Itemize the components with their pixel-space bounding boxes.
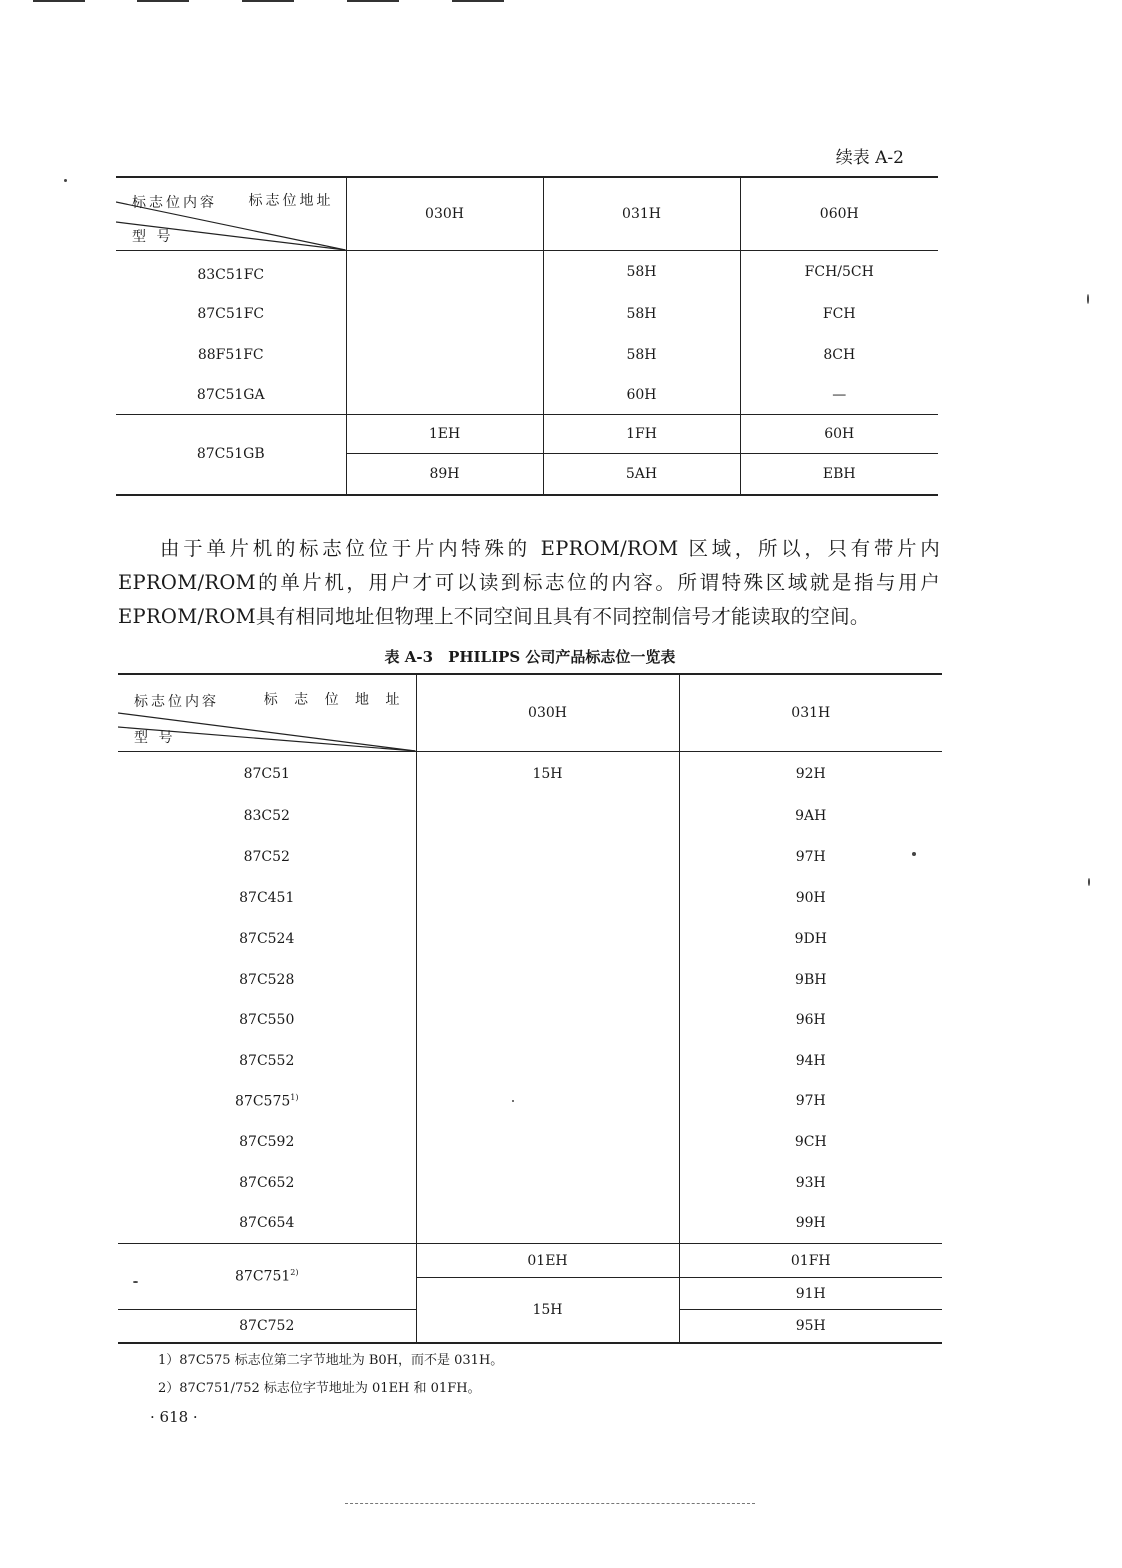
value-cell: 89H: [346, 454, 543, 495]
value-cell: 99H: [679, 1204, 942, 1244]
value-cell: 5AH: [543, 454, 740, 495]
table-row: [116, 294, 938, 335]
table-a2: [116, 176, 938, 496]
scan-speck: [1088, 878, 1090, 886]
header-model-label: 型 号: [132, 229, 174, 245]
value-cell: 58H: [543, 294, 740, 335]
table-row: [118, 1081, 942, 1122]
model-cell: 87C752: [118, 1310, 416, 1343]
body-paragraph: [118, 532, 940, 634]
scan-speck: [64, 179, 67, 182]
value-cell: [416, 1000, 679, 1041]
table-row: [116, 415, 938, 454]
table-row: [118, 878, 942, 919]
value-cell: [416, 796, 679, 837]
footnote-marker: 2): [290, 1268, 299, 1278]
column-header: 031H: [679, 674, 942, 752]
header-addr-label: 标 志 位 地 址: [263, 692, 406, 708]
value-cell: FCH: [740, 294, 938, 335]
model-cell: 83C51FC: [197, 267, 265, 284]
model-cell: 88F51FC: [197, 347, 264, 363]
scan-speck: [912, 852, 916, 856]
model-text: 87C751: [235, 1268, 291, 1285]
value-cell: 1EH: [346, 415, 543, 454]
table-row: [116, 376, 938, 415]
value-cell: 58H: [543, 251, 740, 294]
value-cell: [346, 335, 543, 376]
model-cell: 87C528: [239, 971, 295, 988]
table-row: [118, 1041, 942, 1081]
value-cell: [416, 1041, 679, 1081]
value-cell: [416, 1081, 679, 1122]
table-row: [118, 1163, 942, 1204]
value-cell: 8CH: [740, 335, 938, 376]
header-addr-label: 标志位地址: [248, 193, 334, 209]
continuation-label: 续表 A-2: [835, 148, 904, 168]
value-cell: 9DH: [679, 919, 942, 960]
value-cell: [416, 1163, 679, 1204]
value-cell: [346, 294, 543, 335]
value-cell: 01FH: [679, 1244, 942, 1278]
column-header: 060H: [740, 177, 938, 251]
model-cell: [118, 1081, 416, 1122]
model-cell: 87C51GB: [116, 415, 346, 495]
value-cell: —: [740, 376, 938, 415]
value-cell: [416, 919, 679, 960]
table-row: [116, 251, 938, 294]
model-cell: 87C51FC: [197, 306, 265, 322]
value-cell: 92H: [679, 752, 942, 796]
table-row: [118, 1204, 942, 1244]
value-cell: EBH: [740, 454, 938, 495]
value-cell: 01EH: [416, 1244, 679, 1278]
model-cell: 83C52: [243, 808, 290, 824]
footnote-1: 1）87C575 标志位第二字节地址为 B0H，而不是 031H。: [158, 1353, 504, 1368]
scan-speck: [512, 1100, 514, 1102]
column-header: 030H: [346, 177, 543, 251]
model-cell: 87C654: [239, 1215, 295, 1232]
table-row: [118, 796, 942, 837]
value-cell: [416, 878, 679, 919]
table-row: [118, 960, 942, 1000]
footnote-marker: 1): [290, 1092, 299, 1102]
table-row: [118, 1244, 942, 1278]
value-cell: [416, 960, 679, 1000]
value-cell: [416, 1122, 679, 1163]
model-cell: 87C550: [239, 1012, 295, 1028]
value-cell: 97H: [679, 837, 942, 878]
model-cell: 87C451: [239, 890, 295, 906]
value-cell: 95H: [679, 1310, 942, 1343]
value-cell: 60H: [543, 376, 740, 415]
table-a3: [118, 673, 942, 1344]
value-cell: 90H: [679, 878, 942, 919]
model-cell: 87C592: [239, 1134, 295, 1150]
diagonal-header-cell: [116, 177, 346, 251]
model-cell: [118, 1244, 416, 1310]
table-row: [118, 752, 942, 796]
value-cell: 9BH: [679, 960, 942, 1000]
header-model-label: 型 号: [134, 730, 176, 746]
value-cell: 1FH: [543, 415, 740, 454]
model-cell: 87C51: [243, 765, 290, 782]
scan-speck: [133, 1281, 138, 1283]
table-row: [118, 919, 942, 960]
value-cell: [416, 1204, 679, 1244]
table-row: [118, 837, 942, 878]
model-cell: 87C552: [239, 1052, 295, 1069]
diagonal-header-cell: [118, 674, 416, 752]
table-row: [118, 1122, 942, 1163]
value-cell: 9AH: [679, 796, 942, 837]
value-cell: [346, 376, 543, 415]
table-row: [116, 335, 938, 376]
value-cell: 58H: [543, 335, 740, 376]
paragraph-text: 由于单片机的标志位位于片内特殊的 EPROM/ROM 区域，所以，只有带片内EPROM/ROM的单片机，用户才可以读到标志位的内容。所谓特殊区域就是指与用户EPROM/ROM具有相同地址但物理上不同空间且具有不同控制信号才能读取的空间。: [118, 537, 940, 628]
value-cell: FCH/5CH: [740, 251, 938, 294]
table-caption: 表 A-3 PHILIPS 公司产品标志位一览表: [384, 648, 676, 666]
model-cell: 87C524: [239, 931, 295, 947]
model-cell: 87C652: [239, 1175, 295, 1191]
value-cell: 15H: [416, 1278, 679, 1343]
table-row: [118, 1000, 942, 1041]
value-cell: 96H: [679, 1000, 942, 1041]
model-text: 87C575: [235, 1093, 291, 1110]
model-cell: 87C52: [243, 849, 290, 865]
column-header: 030H: [416, 674, 679, 752]
value-cell: 97H: [679, 1081, 942, 1122]
value-cell: 15H: [416, 752, 679, 796]
column-header: 031H: [543, 177, 740, 251]
header-content-label: 标志位内容: [134, 694, 219, 710]
value-cell: 94H: [679, 1041, 942, 1081]
header-content-label: 标志位内容: [132, 195, 217, 211]
scan-artifact-line: [345, 1503, 755, 1505]
value-cell: 91H: [679, 1278, 942, 1310]
value-cell: [346, 251, 543, 294]
value-cell: [416, 837, 679, 878]
footnote-2: 2）87C751/752 标志位字节地址为 01EH 和 01FH。: [158, 1381, 481, 1396]
value-cell: 93H: [679, 1163, 942, 1204]
value-cell: 60H: [740, 415, 938, 454]
value-cell: 9CH: [679, 1122, 942, 1163]
scan-speck: [1087, 294, 1089, 304]
page-number: · 618 ·: [150, 1408, 198, 1426]
model-cell: 87C51GA: [196, 386, 265, 403]
